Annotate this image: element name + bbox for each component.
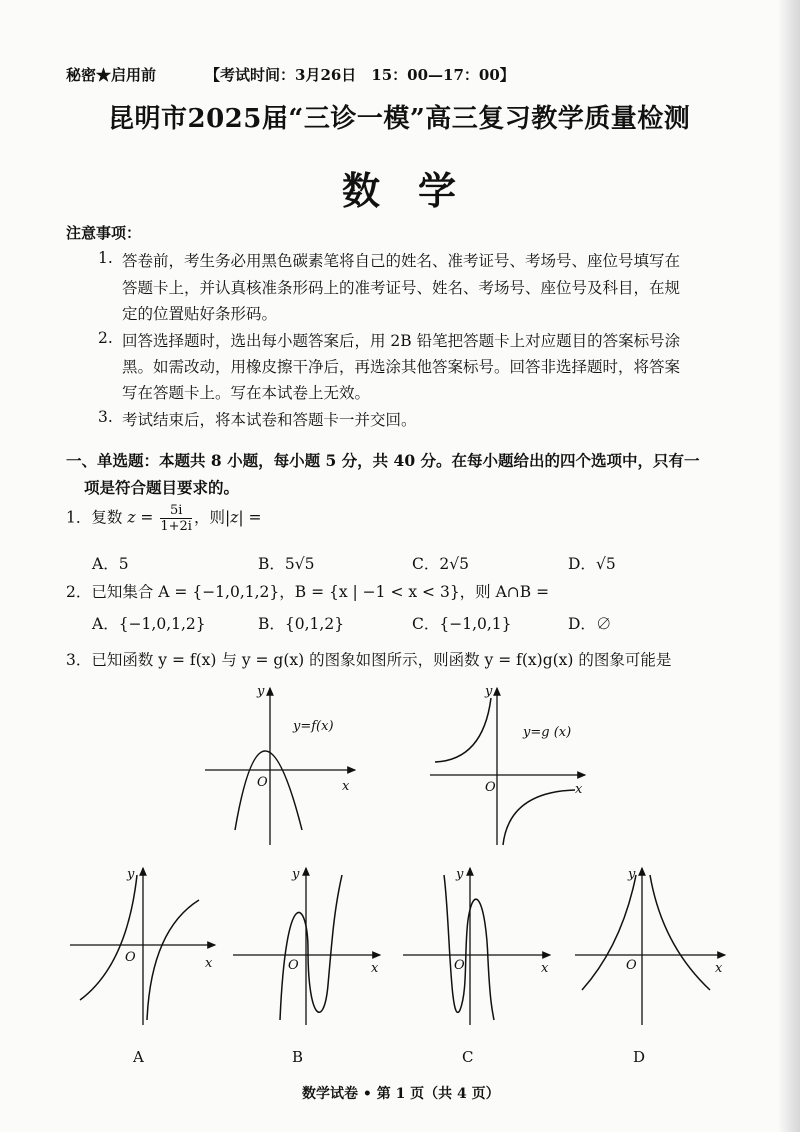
origin-label: O [454, 958, 465, 973]
curve-g-right [503, 790, 575, 845]
x-axis-label: x [715, 961, 723, 976]
curve-g-label: y=g (x) [523, 725, 572, 740]
y-axis-label: y [485, 684, 493, 699]
question-3-text: 已知函数 y = f(x) 与 y = g(x) 的图象如图所示，则函数 y = f(x)g(x) 的图象可能是 [91, 651, 672, 669]
option-value: {0,1,2} [284, 615, 345, 633]
curve [280, 875, 342, 1020]
question-1-fraction [160, 503, 192, 534]
option-label: A． [92, 615, 119, 633]
option-value: ∅ [595, 615, 612, 633]
option-graph-a [65, 860, 225, 1070]
page-footer: 数学试卷 • 第 1 页（共 4 页） [302, 1086, 500, 1102]
subject-title: 数 学 [342, 168, 457, 213]
q2-option-a [92, 612, 206, 634]
option-graph-b [228, 860, 388, 1070]
note-1-number: 1. [98, 249, 113, 267]
note-2-line3: 写在答题卡上。写在本试卷上无效。 [122, 384, 371, 402]
question-2-number: 2． [66, 583, 92, 601]
note-3-number: 3. [98, 408, 113, 426]
note-2-line1: 回答选择题时，选出每小题答案后，用 2B 铅笔把答题卡上对应题目的答案标号涂 [122, 332, 681, 350]
note-1-line3: 定的位置贴好条形码。 [122, 305, 278, 323]
x-axis-label: x [205, 956, 213, 971]
origin-label: O [257, 775, 268, 790]
question-1-prefix: 复数 [91, 508, 123, 527]
notes-heading: 注意事项： [66, 224, 142, 242]
curve-right [650, 875, 710, 990]
curve-f-label: y=f(x) [293, 719, 334, 734]
option-value: {−1,0,1,2} [118, 615, 206, 633]
option-value: 2√5 [439, 555, 469, 573]
y-axis-label: y [628, 867, 636, 882]
graph-g [425, 680, 595, 850]
note-2-line2: 黑。如需改动，用橡皮擦干净后，再选涂其他答案标号。回答非选择题时，将答案 [122, 358, 681, 376]
curve-f [235, 751, 302, 830]
confidential-mark: 秘密★启用前 [66, 66, 157, 84]
option-label: C [462, 1048, 474, 1066]
question-3-number: 3． [66, 651, 92, 669]
option-label: B． [258, 555, 285, 573]
q2-option-b [258, 612, 344, 634]
origin-label: O [626, 958, 637, 973]
y-axis-label: y [292, 867, 300, 882]
graph-f [195, 680, 365, 850]
note-1-line2: 答题卡上，并认真核准条形码上的准考证号、姓名、考场号、座位号及科目，在规 [122, 279, 681, 297]
question-1-lhs: z = [127, 508, 154, 527]
curve-right [147, 900, 199, 1020]
question-1 [66, 503, 262, 534]
q1-option-d [568, 552, 616, 574]
option-label: D． [568, 615, 596, 633]
curve-g-left [435, 698, 491, 762]
exam-time: 【考试时间：3月26日 15：00—17：00】 [205, 66, 515, 84]
x-axis-label: x [371, 961, 379, 976]
question-2 [66, 580, 549, 602]
y-axis-label: y [257, 684, 265, 699]
option-graph-d [570, 860, 740, 1070]
option-label: D． [568, 555, 596, 573]
y-axis-label: y [127, 867, 135, 882]
q2-option-c [412, 612, 512, 634]
option-value: {−1,0,1} [439, 615, 512, 633]
curve [444, 875, 494, 1020]
q2-option-d [568, 612, 611, 634]
exam-title: 昆明市2025届“三诊一模”高三复习教学质量检测 [108, 104, 691, 134]
curve-left [80, 875, 137, 1000]
option-value: 5√5 [284, 555, 315, 573]
option-label: B． [258, 615, 285, 633]
option-label: D [633, 1048, 646, 1066]
q1-option-a [92, 552, 129, 574]
option-value: √5 [595, 555, 616, 573]
note-1-line1: 答卷前，考生务必用黑色碳素笔将自己的姓名、准考证号、考场号、座位号填写在 [122, 252, 681, 270]
q1-option-b [258, 552, 315, 574]
option-label: A． [92, 555, 119, 573]
y-axis-label: y [456, 867, 464, 882]
fraction-denominator: 1+2i [160, 519, 192, 534]
x-axis-label: x [575, 782, 583, 797]
question-1-number: 1． [66, 508, 92, 527]
fraction-numerator: 5i [160, 503, 192, 519]
origin-label: O [125, 950, 136, 965]
origin-label: O [485, 780, 496, 795]
option-label: A [133, 1048, 144, 1066]
question-2-text: 已知集合 A = {−1,0,1,2}，B = {x | −1 < x < 3}，则 A∩B = [91, 583, 550, 601]
note-2-number: 2. [98, 329, 113, 347]
note-3-line1: 考试结束后，将本试卷和答题卡一并交回。 [122, 411, 417, 429]
x-axis-label: x [541, 961, 549, 976]
section-heading-line2: 项是符合题目要求的。 [84, 478, 240, 497]
question-1-abs: |z| = [224, 508, 262, 527]
section-heading-line1: 一、单选题：本题共 8 小题，每小题 5 分，共 40 分。在每小题给出的四个选项中，只有一 [66, 451, 700, 470]
option-label: C． [412, 555, 440, 573]
question-1-suffix: ，则 [193, 508, 225, 527]
x-axis-label: x [342, 779, 350, 794]
q1-option-c [412, 552, 469, 574]
option-label: C． [412, 615, 440, 633]
option-graph-c [398, 860, 558, 1070]
option-value: 5 [118, 555, 129, 573]
option-label: B [292, 1048, 304, 1066]
question-3 [66, 648, 671, 670]
page-edge-shadow [778, 0, 800, 1132]
origin-label: O [288, 958, 299, 973]
